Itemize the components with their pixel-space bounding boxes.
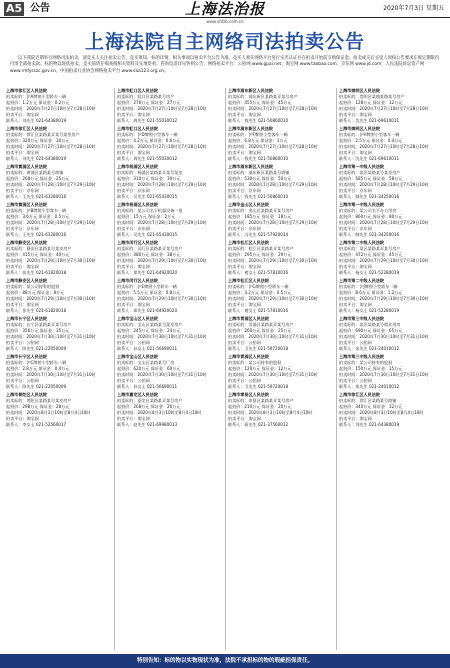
notice-price: 起拍价：860万元 保证金：80万元 [339, 214, 403, 219]
notice-item: 拍卖标的：沪G牌照小型轿车一辆 [228, 284, 289, 289]
notice-price: 起拍价：472万元 保证金：45万元 [339, 252, 403, 257]
auction-notice [339, 316, 444, 352]
notice-platform: 拍卖平台：公拍网 [228, 340, 261, 345]
notice-price: 起拍价：455万元 保证金：45万元 [228, 100, 292, 105]
notice-court: 上海市第三中级人民法院 [339, 316, 385, 321]
notice-court: 上海市金山区人民法院 [228, 202, 269, 207]
notice-item: 拍卖标的：沪J牌照小型轿车一辆 [339, 284, 398, 289]
notice-contact: 联系人：吴先生 021-65430015 [117, 194, 178, 199]
notice-time: 拍卖时间：2020年7月29日10时至7月30日10时 [117, 258, 207, 263]
notice-contact: 联系人：卫先生 021-59720018 [228, 346, 289, 351]
notice-item: 拍卖标的：松江区某路某弄某号房产 [228, 246, 294, 251]
auction-notice [117, 392, 222, 428]
notice-contact: 联系人：刘先生 021-64380019 [6, 156, 67, 161]
notice-time: 拍卖时间：2020年7月27日10时至7月28日10时 [6, 106, 96, 111]
notice-platform: 拍卖平台：京东网 [228, 226, 261, 231]
notice-time: 拍卖时间：2020年7月27日10时至7月28日10时 [228, 106, 318, 111]
notice-item: 拍卖标的：某公司名下办公用房 [339, 208, 397, 213]
notice-item: 拍卖标的：静安区某路某号某室房产 [6, 246, 72, 251]
notice-item: 拍卖标的：青浦区某路某弄某号房产 [228, 322, 294, 327]
notice-contact: 联系人：张先生 021-61820018 [6, 270, 67, 275]
notice-price: 起拍价：310万元 保证金：30万元 [117, 176, 181, 181]
notice-price: 起拍价：320万元 保证金：30万元 [6, 138, 70, 143]
notice-time: 拍卖时间：2020年7月29日10时至7月30日10时 [228, 258, 318, 263]
notice-platform: 拍卖平台：京东网 [339, 226, 372, 231]
notice-contact: 联系人：杨女士 021-52280019 [339, 308, 400, 313]
notice-time: 拍卖时间：2020年7月28日10时至7月29日10时 [117, 182, 207, 187]
notice-platform: 拍卖平台：淘宝网 [228, 302, 261, 307]
notice-price: 起拍价：4.2万元 保证金：0.6万元 [117, 138, 181, 143]
notice-court: 上海市长宁区人民法院 [6, 316, 47, 321]
notice-item: 拍卖标的：某公司名下机器设备一批 [117, 208, 183, 213]
notice-item: 拍卖标的：某公司持有的股权 [339, 360, 393, 365]
notice-time: 拍卖时间：2020年7月29日10时至7月30日10时 [117, 296, 207, 301]
notice-item: 拍卖标的：某公司持有的股权 [6, 284, 60, 289]
auction-notice [117, 278, 222, 314]
notice-time: 拍卖时间：2020年8月3日10时至8月4日10时 [228, 410, 313, 415]
notice-price: 起拍价：295万元 保证金：29万元 [228, 252, 292, 257]
notice-item: 拍卖标的：某公司持有的股权 [228, 360, 282, 365]
notice-item: 拍卖标的：沪E牌照小型轿车一辆 [117, 284, 177, 289]
auction-notice [6, 126, 111, 162]
notice-contact: 联系人：褚女士 021-57810016 [228, 308, 289, 313]
auction-notice [339, 240, 444, 276]
notice-time: 拍卖时间：2020年7月27日10时至7月28日10时 [339, 106, 429, 111]
notice-time: 拍卖时间：2020年7月30日10时至7月31日10时 [228, 372, 318, 377]
auction-notice [6, 278, 111, 314]
notice-price: 起拍价：298万元 保证金：28万元 [6, 404, 70, 409]
auction-notice [117, 126, 222, 162]
notice-platform: 拍卖平台：淘宝网 [117, 302, 150, 307]
footer-banner: 特别告知：标的物以实物现状为准，法院不承担标的物的瑕疵担保责任。 [0, 654, 450, 668]
notice-price: 起拍价：150万元 保证金：15万元 [339, 366, 403, 371]
notice-contact: 联系人：沈先生 021-69610011 [339, 156, 400, 161]
notice-time: 拍卖时间：2020年7月27日10时至7月28日10时 [117, 106, 207, 111]
notice-platform: 拍卖平台：淘宝网 [339, 150, 372, 155]
notice-platform: 拍卖平台：京东网 [339, 188, 372, 193]
notice-contact: 联系人：孙女士 021-56690011 [117, 384, 178, 389]
notice-court: 上海市杨浦区人民法院 [117, 164, 158, 169]
notice-court: 上海市闵行区人民法院 [117, 278, 158, 283]
notice-contact: 联系人：孙女士 021-56690011 [117, 346, 178, 351]
auction-notice [6, 316, 111, 352]
notice-column [6, 88, 111, 650]
notice-item: 拍卖标的：某区某路某号商业用房 [339, 322, 401, 327]
notice-price: 起拍价：268万元 保证金：26万元 [117, 404, 181, 409]
notice-time: 拍卖时间：2020年7月30日10时至7月31日10时 [228, 334, 318, 339]
notice-time: 拍卖时间：2020年7月28日10时至7月29日10时 [6, 220, 96, 225]
notice-price: 起拍价：585万元 保证金：58万元 [339, 176, 403, 181]
notice-court: 上海市徐汇区人民法院 [6, 126, 47, 131]
notice-item: 拍卖标的：某区某路某弄某号房产 [339, 246, 401, 251]
intro-paragraph: 以下我院近期举行网络司法拍卖，请竞买人关注拍卖公告、竞买须知，标的详情，相关事项以拍卖平台公告为准。竞买人须在网络平台进行实名认证并在拍卖开始前交纳保证金，拍卖成交后买受人须按公告要求在规定期限内付清全部拍卖款。标的物以现状拍卖，竞买前请仔细查阅相关资料及实地察看。咨询电话详见各则公告，网络拍卖平台：公拍网 www.gpai.net、淘宝网 www.taobao.com、京东网 www.jd.com、人民法院诉讼资产网 www.rmfysszc.gov.cn、中国拍卖行业协会网络拍卖平台 www.caa123.org.cn。 [10, 56, 440, 74]
notice-price: 起拍价：5.5万元 保证金：0.8万元 [117, 290, 181, 295]
notice-price: 起拍价：690万元 保证金：65万元 [339, 328, 403, 333]
notice-contact: 联系人：褚女士 021-57810016 [228, 270, 289, 275]
auction-notice [228, 88, 333, 124]
notice-item: 拍卖标的：浦东新区某路某号商铺 [228, 170, 290, 175]
notice-time: 拍卖时间：2020年7月27日10时至7月28日10时 [228, 144, 318, 149]
notice-court: 上海市长宁区人民法院 [6, 354, 47, 359]
notice-court: 上海市青浦区人民法院 [228, 354, 269, 359]
auction-notice [6, 354, 111, 390]
notice-court: 上海市静安区人民法院 [6, 278, 47, 283]
notice-platform: 拍卖平台：淘宝网 [228, 416, 261, 421]
notice-time: 拍卖时间：2020年7月29日10时至7月30日10时 [228, 296, 318, 301]
notice-platform: 拍卖平台：公拍网 [228, 378, 261, 383]
notice-price: 起拍价：88万元 保证金：8万元 [6, 290, 65, 295]
newspaper-masthead: 上海法治报 [184, 0, 265, 18]
notice-price: 起拍价：380万元 保证金：38万元 [117, 252, 181, 257]
notice-price: 起拍价：185万元 保证金：18万元 [228, 214, 292, 219]
notice-court: 上海市浦东新区人民法院 [228, 126, 274, 131]
notice-contact: 联系人：刘先生 021-64380019 [339, 422, 400, 427]
auction-notice [228, 202, 333, 238]
notice-item: 拍卖标的：崇明区某镇某路某号房产 [339, 94, 405, 99]
notice-price: 起拍价：2.5万元 保证金：0.4万元 [339, 138, 403, 143]
auction-notice [117, 88, 222, 124]
notice-item: 拍卖标的：徐汇区某路某号商铺 [339, 398, 397, 403]
notice-price: 起拍价：340万元 保证金：32万元 [339, 404, 403, 409]
notice-item: 拍卖标的：普陀区某路某号某室房产 [6, 398, 72, 403]
notice-price: 起拍价：15万元 保证金：2万元 [117, 214, 176, 219]
notice-contact: 联系人：张先生 021-61820018 [6, 308, 67, 313]
notice-platform: 拍卖平台：公拍网 [117, 340, 150, 345]
notice-item: 拍卖标的：沪D牌照小型客车一辆 [117, 132, 178, 137]
notice-court: 上海市第二中级人民法院 [339, 240, 385, 245]
issue-date: 2020年7月3日 星期五 [383, 5, 444, 12]
website-url: www.shfzb.com.cn [206, 19, 244, 24]
notice-contact: 联系人：周先生 021-55030012 [117, 156, 178, 161]
notice-item: 拍卖标的：闵行区某路某弄某号房产 [117, 246, 183, 251]
notice-time: 拍卖时间：2020年7月28日10时至7月29日10时 [339, 182, 429, 187]
auction-notice [228, 354, 333, 390]
notice-contact: 联系人：周先生 021-55030012 [117, 118, 178, 123]
auction-notice [228, 278, 333, 314]
notice-court: 上海市徐汇区人民法院 [6, 88, 47, 93]
notice-time: 拍卖时间：2020年7月29日10时至7月30日10时 [6, 296, 96, 301]
notice-contact: 联系人：冯先生 021-57920014 [228, 232, 289, 237]
notice-platform: 拍卖平台：淘宝网 [228, 264, 261, 269]
page-headline: 上海法院自主网络司法拍卖公告 [84, 31, 365, 53]
auction-notice [228, 126, 333, 162]
notice-price: 起拍价：1.2万元 保证金：0.2万元 [6, 100, 70, 105]
auction-notice [228, 316, 333, 352]
notice-time: 拍卖时间：2020年7月30日10时至7月31日10时 [6, 334, 96, 339]
auction-notice [117, 202, 222, 238]
notice-price: 起拍价：3.2万元 保证金：0.5万元 [228, 290, 292, 295]
auction-notice [117, 354, 222, 390]
notice-time: 拍卖时间：2020年7月30日10时至7月31日10时 [339, 372, 429, 377]
auction-notice [6, 88, 111, 124]
notice-court: 上海市徐汇区人民法院 [339, 392, 380, 397]
notice-court: 上海市青浦区人民法院 [228, 316, 269, 321]
notice-item: 拍卖标的：沪B牌照小型客车一辆 [6, 208, 67, 213]
auction-notice [6, 392, 111, 428]
notice-contact: 联系人：郑先生 021-64920020 [117, 308, 178, 313]
notice-contact: 联系人：韩先生 021-34250016 [339, 232, 400, 237]
section-name: 公告 [30, 3, 50, 14]
notice-platform: 拍卖平台：公拍网 [6, 378, 39, 383]
auction-notice [228, 164, 333, 200]
notice-court: 上海市黄浦区人民法院 [6, 164, 47, 169]
notice-court: 上海市虹口区人民法院 [117, 88, 158, 93]
notice-item: 拍卖标的：金山区某路某弄某号房产 [228, 208, 294, 213]
notice-price: 起拍价：260万元 保证金：25万元 [228, 328, 292, 333]
notice-platform: 拍卖平台：公拍网 [6, 340, 39, 345]
notice-time: 拍卖时间：2020年7月30日10时至7月31日10时 [117, 372, 207, 377]
notice-price: 起拍价：620万元 保证金：60万元 [117, 366, 181, 371]
notice-time: 拍卖时间：2020年7月28日10时至7月29日10时 [117, 220, 207, 225]
notice-contact: 联系人：李女士 021-52560017 [6, 422, 67, 427]
notice-court: 上海市松江区人民法院 [228, 240, 269, 245]
notice-contact: 联系人：陈先生 021-22050009 [6, 384, 67, 389]
notice-platform: 拍卖平台：淘宝网 [117, 416, 150, 421]
page-header [0, 0, 450, 18]
notice-time: 拍卖时间：2020年7月29日10时至7月30日10时 [6, 258, 96, 263]
notice-platform: 拍卖平台：淘宝网 [6, 264, 39, 269]
notice-price: 起拍价：276万元 保证金：27万元 [117, 100, 181, 105]
notice-item: 拍卖标的：黄浦区某路某号商铺 [6, 170, 64, 175]
notice-item: 拍卖标的：宝山区某路某号厂房 [117, 360, 175, 365]
notice-platform: 拍卖平台：淘宝网 [117, 264, 150, 269]
notice-contact: 联系人：刘先生 021-64380019 [6, 118, 67, 123]
notice-time: 拍卖时间：2020年7月27日10时至7月28日10时 [6, 144, 96, 149]
notice-item: 拍卖标的：某区某路某号某室房产 [339, 170, 401, 175]
notice-court: 上海市嘉定区人民法院 [117, 392, 158, 397]
notice-contact: 联系人：杨女士 021-52280019 [339, 270, 400, 275]
auction-notice [339, 278, 444, 314]
notice-item: 拍卖标的：沪C牌照小型轿车一辆 [6, 360, 67, 365]
auction-notice [339, 202, 444, 238]
notice-platform: 拍卖平台：淘宝网 [339, 264, 372, 269]
notice-court: 上海市宝山区人民法院 [117, 316, 158, 321]
notice-item: 拍卖标的：嘉定区某路某弄某号房产 [117, 398, 183, 403]
notice-contact: 联系人：沈先生 021-69610011 [339, 118, 400, 123]
notice-time: 拍卖时间：2020年8月3日10时至8月4日10时 [117, 410, 202, 415]
notice-price: 起拍价：128万元 保证金：12万元 [339, 100, 403, 105]
notices-grid [6, 88, 444, 650]
notice-contact: 联系人：钱先生 021-50860010 [228, 118, 289, 123]
notice-contact: 联系人：朱先生 021-24010012 [339, 384, 400, 389]
notice-time: 拍卖时间：2020年7月29日10时至7月30日10时 [339, 296, 429, 301]
notice-price: 起拍价：210万元 保证金：20万元 [228, 404, 292, 409]
notice-contact: 联系人：卫先生 021-59720018 [228, 384, 289, 389]
auction-notice [339, 88, 444, 124]
notice-court: 上海市杨浦区人民法院 [117, 202, 158, 207]
notice-contact: 联系人：钱先生 021-50860010 [228, 156, 289, 161]
notice-platform: 拍卖平台：公拍网 [339, 340, 372, 345]
notice-item: 拍卖标的：长宁区某路某弄某号房产 [6, 322, 72, 327]
notice-platform: 拍卖平台：淘宝网 [228, 150, 261, 155]
notice-price: 起拍价：8.6万元 保证金：1.2万元 [339, 290, 403, 295]
notice-time: 拍卖时间：2020年7月28日10时至7月29日10时 [228, 182, 318, 187]
auction-notice [6, 240, 111, 276]
notice-time: 拍卖时间：2020年7月28日10时至7月29日10时 [339, 220, 429, 225]
notice-item: 拍卖标的：浦东新区某路某弄某号房产 [228, 94, 298, 99]
notice-platform: 拍卖平台：淘宝网 [339, 416, 372, 421]
notice-court: 上海市奉贤区人民法院 [228, 392, 269, 397]
auction-notice [339, 392, 444, 428]
notice-platform: 拍卖平台：京东网 [117, 226, 150, 231]
auction-notice [117, 316, 222, 352]
auction-notice [228, 392, 333, 428]
notice-platform: 拍卖平台：淘宝网 [6, 416, 39, 421]
notice-time: 拍卖时间：2020年7月27日10时至7月28日10时 [339, 144, 429, 149]
auction-notice [339, 126, 444, 162]
notice-contact: 联系人：韩先生 021-34250016 [339, 194, 400, 199]
notice-column [225, 88, 333, 650]
notice-time: 拍卖时间：2020年7月30日10时至7月31日10时 [6, 372, 96, 377]
notice-item: 拍卖标的：沪F牌照小型客车一辆 [228, 132, 288, 137]
notice-court: 上海市第一中级人民法院 [339, 164, 385, 169]
notice-price: 起拍价：120万元 保证金：12万元 [228, 366, 292, 371]
notice-court: 上海市第二中级人民法院 [339, 278, 385, 283]
notice-court: 上海市第一中级人民法院 [339, 202, 385, 207]
notice-platform: 拍卖平台：淘宝网 [339, 302, 372, 307]
notice-time: 拍卖时间：2020年7月28日10时至7月29日10时 [228, 220, 318, 225]
notice-item: 拍卖标的：杨浦区某路某弄某号某室 [117, 170, 183, 175]
notice-contact: 联系人：朱先生 021-24010012 [339, 346, 400, 351]
notice-court: 上海市崇明区人民法院 [339, 126, 380, 131]
notice-contact: 联系人：陈先生 021-22050009 [6, 346, 67, 351]
notice-item: 拍卖标的：奉贤区某路某弄某号房产 [228, 398, 294, 403]
notice-item: 拍卖标的：徐汇区某路某弄某号某室房产 [6, 132, 80, 137]
notice-platform: 拍卖平台：淘宝网 [117, 150, 150, 155]
notice-platform: 拍卖平台：淘宝网 [228, 112, 261, 117]
notice-time: 拍卖时间：2020年7月30日10时至7月31日10时 [339, 334, 429, 339]
notice-platform: 拍卖平台：淘宝网 [6, 302, 39, 307]
notice-time: 拍卖时间：2020年8月3日10时至8月4日10时 [339, 410, 424, 415]
notice-column [114, 88, 222, 650]
notice-time: 拍卖时间：2020年7月28日10时至7月29日10时 [6, 182, 96, 187]
notice-court: 上海市静安区人民法院 [6, 240, 47, 245]
notice-platform: 拍卖平台：淘宝网 [6, 150, 39, 155]
notice-platform: 拍卖平台：淘宝网 [339, 112, 372, 117]
notice-platform: 拍卖平台：公拍网 [339, 378, 372, 383]
notice-court: 上海市黄浦区人民法院 [6, 202, 47, 207]
notice-platform: 拍卖平台：京东网 [228, 188, 261, 193]
notice-court: 上海市闵行区人民法院 [117, 240, 158, 245]
notice-price: 起拍价：6.8万元 保证金：1万元 [228, 138, 288, 143]
page-number-badge: A5 [6, 2, 23, 15]
auction-notice [339, 354, 444, 390]
auction-notice [6, 164, 111, 200]
notice-platform: 拍卖平台：淘宝网 [117, 112, 150, 117]
notice-court: 上海市浦东新区人民法院 [228, 88, 274, 93]
auction-notice [6, 202, 111, 238]
notice-price: 起拍价：530万元 保证金：50万元 [228, 176, 292, 181]
notice-time: 拍卖时间：2020年7月29日10时至7月30日10时 [339, 258, 429, 263]
notice-court: 上海市宝山区人民法院 [117, 354, 158, 359]
notice-contact: 联系人：赵先生 021-69980013 [117, 422, 178, 427]
notice-price: 起拍价：268万元 保证金：25万元 [6, 176, 70, 181]
auction-notice [339, 164, 444, 200]
notice-court: 上海市浦东新区人民法院 [228, 164, 274, 169]
notice-platform: 拍卖平台：京东网 [117, 188, 150, 193]
notice-court: 上海市虹口区人民法院 [117, 126, 158, 131]
notice-platform: 拍卖平台：淘宝网 [6, 112, 39, 117]
notice-item: 拍卖标的：沪A牌照小型轿车一辆 [6, 94, 67, 99]
notice-platform: 拍卖平台：公拍网 [117, 378, 150, 383]
notice-time: 拍卖时间：2020年7月30日10时至7月31日10时 [117, 334, 207, 339]
notice-contact: 联系人：王先生 021-63280016 [6, 194, 67, 199]
notice-item: 拍卖标的：虹口区某路某号房产 [117, 94, 175, 99]
notice-court: 上海市崇明区人民法院 [339, 88, 380, 93]
notice-time: 拍卖时间：2020年7月27日10时至7月28日10时 [117, 144, 207, 149]
notice-price: 起拍价：245万元 保证金：24万元 [117, 328, 181, 333]
notice-price: 起拍价：2.8万元 保证金：0.4万元 [6, 366, 70, 371]
notice-contact: 联系人：吴先生 021-65430015 [117, 232, 178, 237]
notice-platform: 拍卖平台：京东网 [6, 188, 39, 193]
notice-contact: 联系人：蒋先生 021-37560012 [228, 422, 289, 427]
notice-price: 起拍价：3.6万元 保证金：0.5万元 [6, 214, 70, 219]
notice-contact: 联系人：郑先生 021-64920020 [117, 270, 178, 275]
auction-notice [117, 164, 222, 200]
notice-price: 起拍价：356万元 保证金：35万元 [6, 328, 70, 333]
notice-time: 拍卖时间：2020年8月3日10时至8月4日10时 [6, 410, 91, 415]
notice-court: 上海市松江区人民法院 [228, 278, 269, 283]
notice-column [336, 88, 444, 650]
notice-platform: 拍卖平台：京东网 [6, 226, 39, 231]
auction-notice [228, 240, 333, 276]
auction-notice [117, 240, 222, 276]
notice-item: 拍卖标的：宝山区某路某号某室房产 [117, 322, 183, 327]
notice-court: 上海市普陀区人民法院 [6, 392, 47, 397]
notice-price: 起拍价：415万元 保证金：40万元 [6, 252, 70, 257]
notice-item: 拍卖标的：沪H牌照小型客车一辆 [339, 132, 400, 137]
notice-court: 上海市第三中级人民法院 [339, 354, 385, 359]
notice-contact: 联系人：钱先生 021-50860010 [228, 194, 289, 199]
notice-contact: 联系人：王先生 021-63280016 [6, 232, 67, 237]
